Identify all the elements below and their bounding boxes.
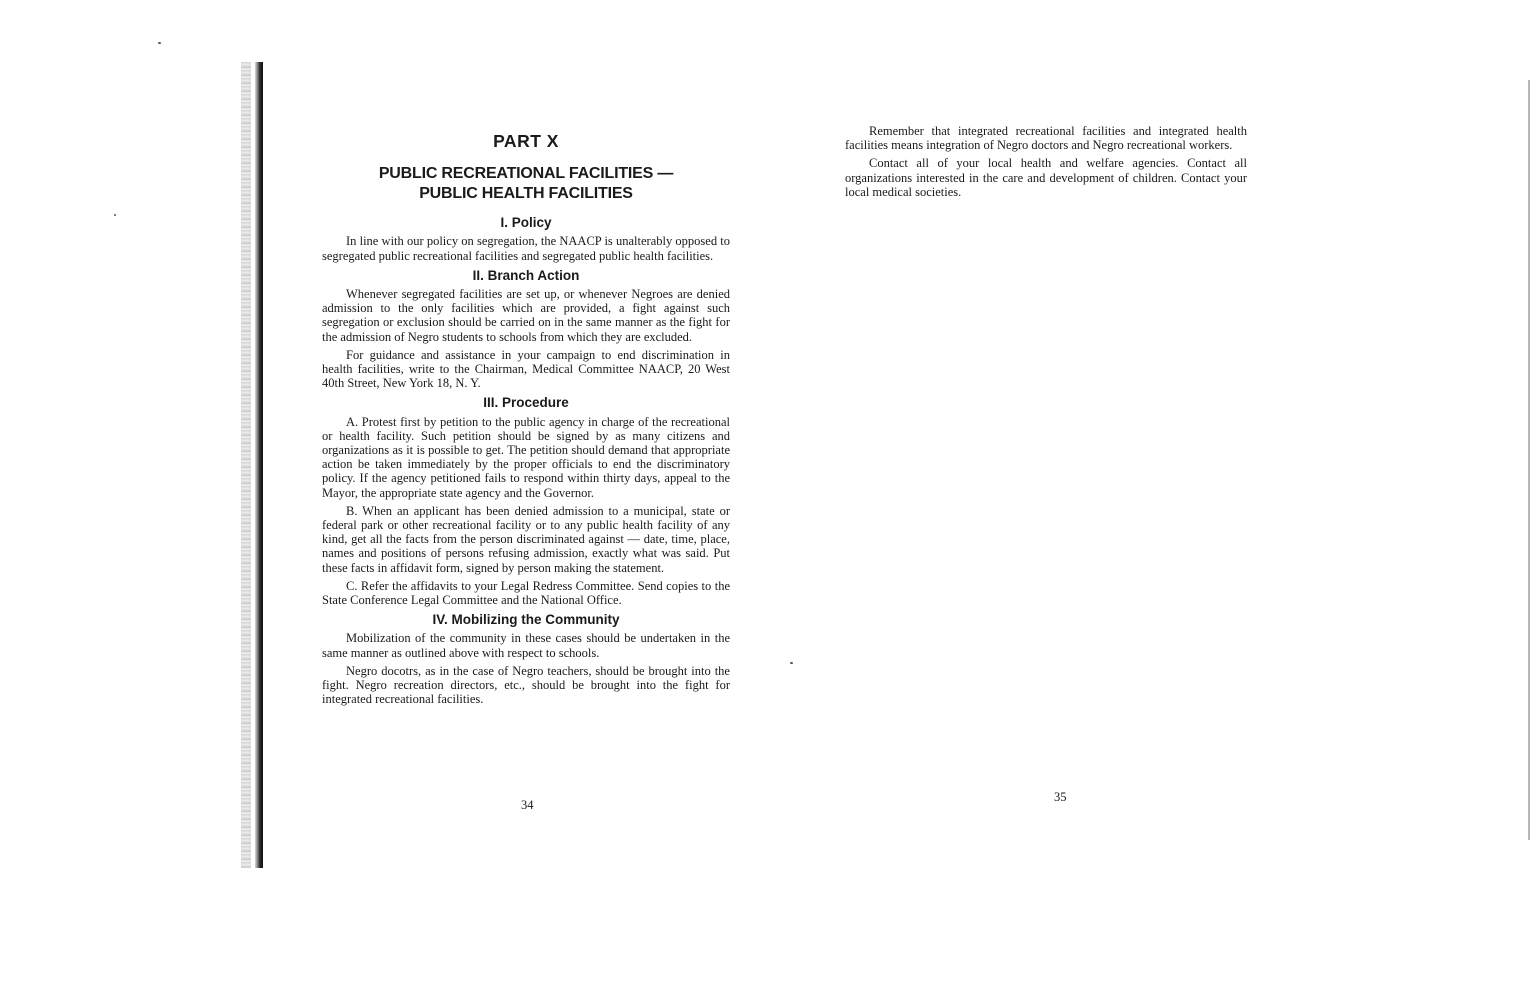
paragraph: Remember that integrated recreational facilities and integrated health facilities means integration of Negro doctors and Negro recreational workers. bbox=[845, 124, 1247, 153]
left-page bbox=[322, 131, 730, 711]
paragraph: In line with our policy on segregation, the NAACP is unalterably opposed to segregated public recreational facilities and segregated public health facilities. bbox=[322, 234, 730, 263]
main-title-line-1: PUBLIC RECREATIONAL FACILITIES — bbox=[378, 165, 674, 183]
section-heading: I. Policy bbox=[500, 215, 552, 231]
section-mobilizing-community bbox=[322, 613, 730, 706]
paragraph: Mobilization of the community in these cases should be undertaken in the same manner as outlined above with respect to schools. bbox=[322, 631, 730, 660]
paragraph: Whenever segregated facilities are set up, or whenever Negroes are denied admission to the only facilities which are provided, a fight against such segregation or exclusion should be carried on in the same manner as the fight for the admission of Negro students to schools from which they are excluded. bbox=[322, 287, 730, 344]
page-number-left: 34 bbox=[521, 798, 534, 812]
page-number-right: 35 bbox=[1054, 790, 1067, 804]
scan-speck bbox=[158, 42, 161, 44]
book-binding-edge bbox=[255, 62, 263, 868]
paragraph: A. Protest first by petition to the public agency in charge of the recreational or health facility. Such petition should be signed by as many citizens and organizations as it is possible to get. The petition should demand that appropriate action be taken immediately by the proper officials to end the discriminatory policy. If the agency petitioned fails to respond within thirty days, appeal to the Mayor, the appropriate state agency and the Governor. bbox=[322, 414, 730, 500]
scan-speck bbox=[790, 662, 793, 664]
paragraph: Contact all of your local health and welfare agencies. Contact all organizations interested in the care and development of children. Contact your local medical societies. bbox=[845, 156, 1247, 199]
section-procedure bbox=[322, 396, 730, 607]
main-title bbox=[322, 164, 730, 204]
main-title-line-2: PUBLIC HEALTH FACILITIES bbox=[419, 185, 633, 203]
section-heading: II. Branch Action bbox=[472, 267, 580, 283]
section-branch-action bbox=[322, 269, 730, 391]
scan-speck bbox=[114, 214, 116, 216]
right-page bbox=[845, 124, 1247, 203]
section-heading: IV. Mobilizing the Community bbox=[432, 612, 620, 628]
paragraph: For guidance and assistance in your campaign to end discrimination in health facilities, write to the Chairman, Medical Committee NAACP, 20 West 40th Street, New York 18, N. Y. bbox=[322, 347, 730, 391]
paragraph: Negro docotrs, as in the case of Negro teachers, should be brought into the fight. Negro recreation directors, etc., should be brought into the fight for integrated recreational facilities. bbox=[322, 663, 730, 707]
section-heading: III. Procedure bbox=[483, 395, 569, 411]
part-title: PART X bbox=[493, 131, 559, 151]
paragraph: C. Refer the affidavits to your Legal Redress Committee. Send copies to the State Conference Legal Committee and the National Office. bbox=[322, 578, 730, 608]
paragraph: B. When an applicant has been denied admission to a municipal, state or federal park or other recreational facility or to any public health facility of any kind, get all the facts from the person discriminated against — date, time, place, names and positions of persons refusing admission, exactly what was said. Put these facts in affidavit form, signed by person making the statement. bbox=[322, 503, 730, 575]
section-policy bbox=[322, 216, 730, 263]
